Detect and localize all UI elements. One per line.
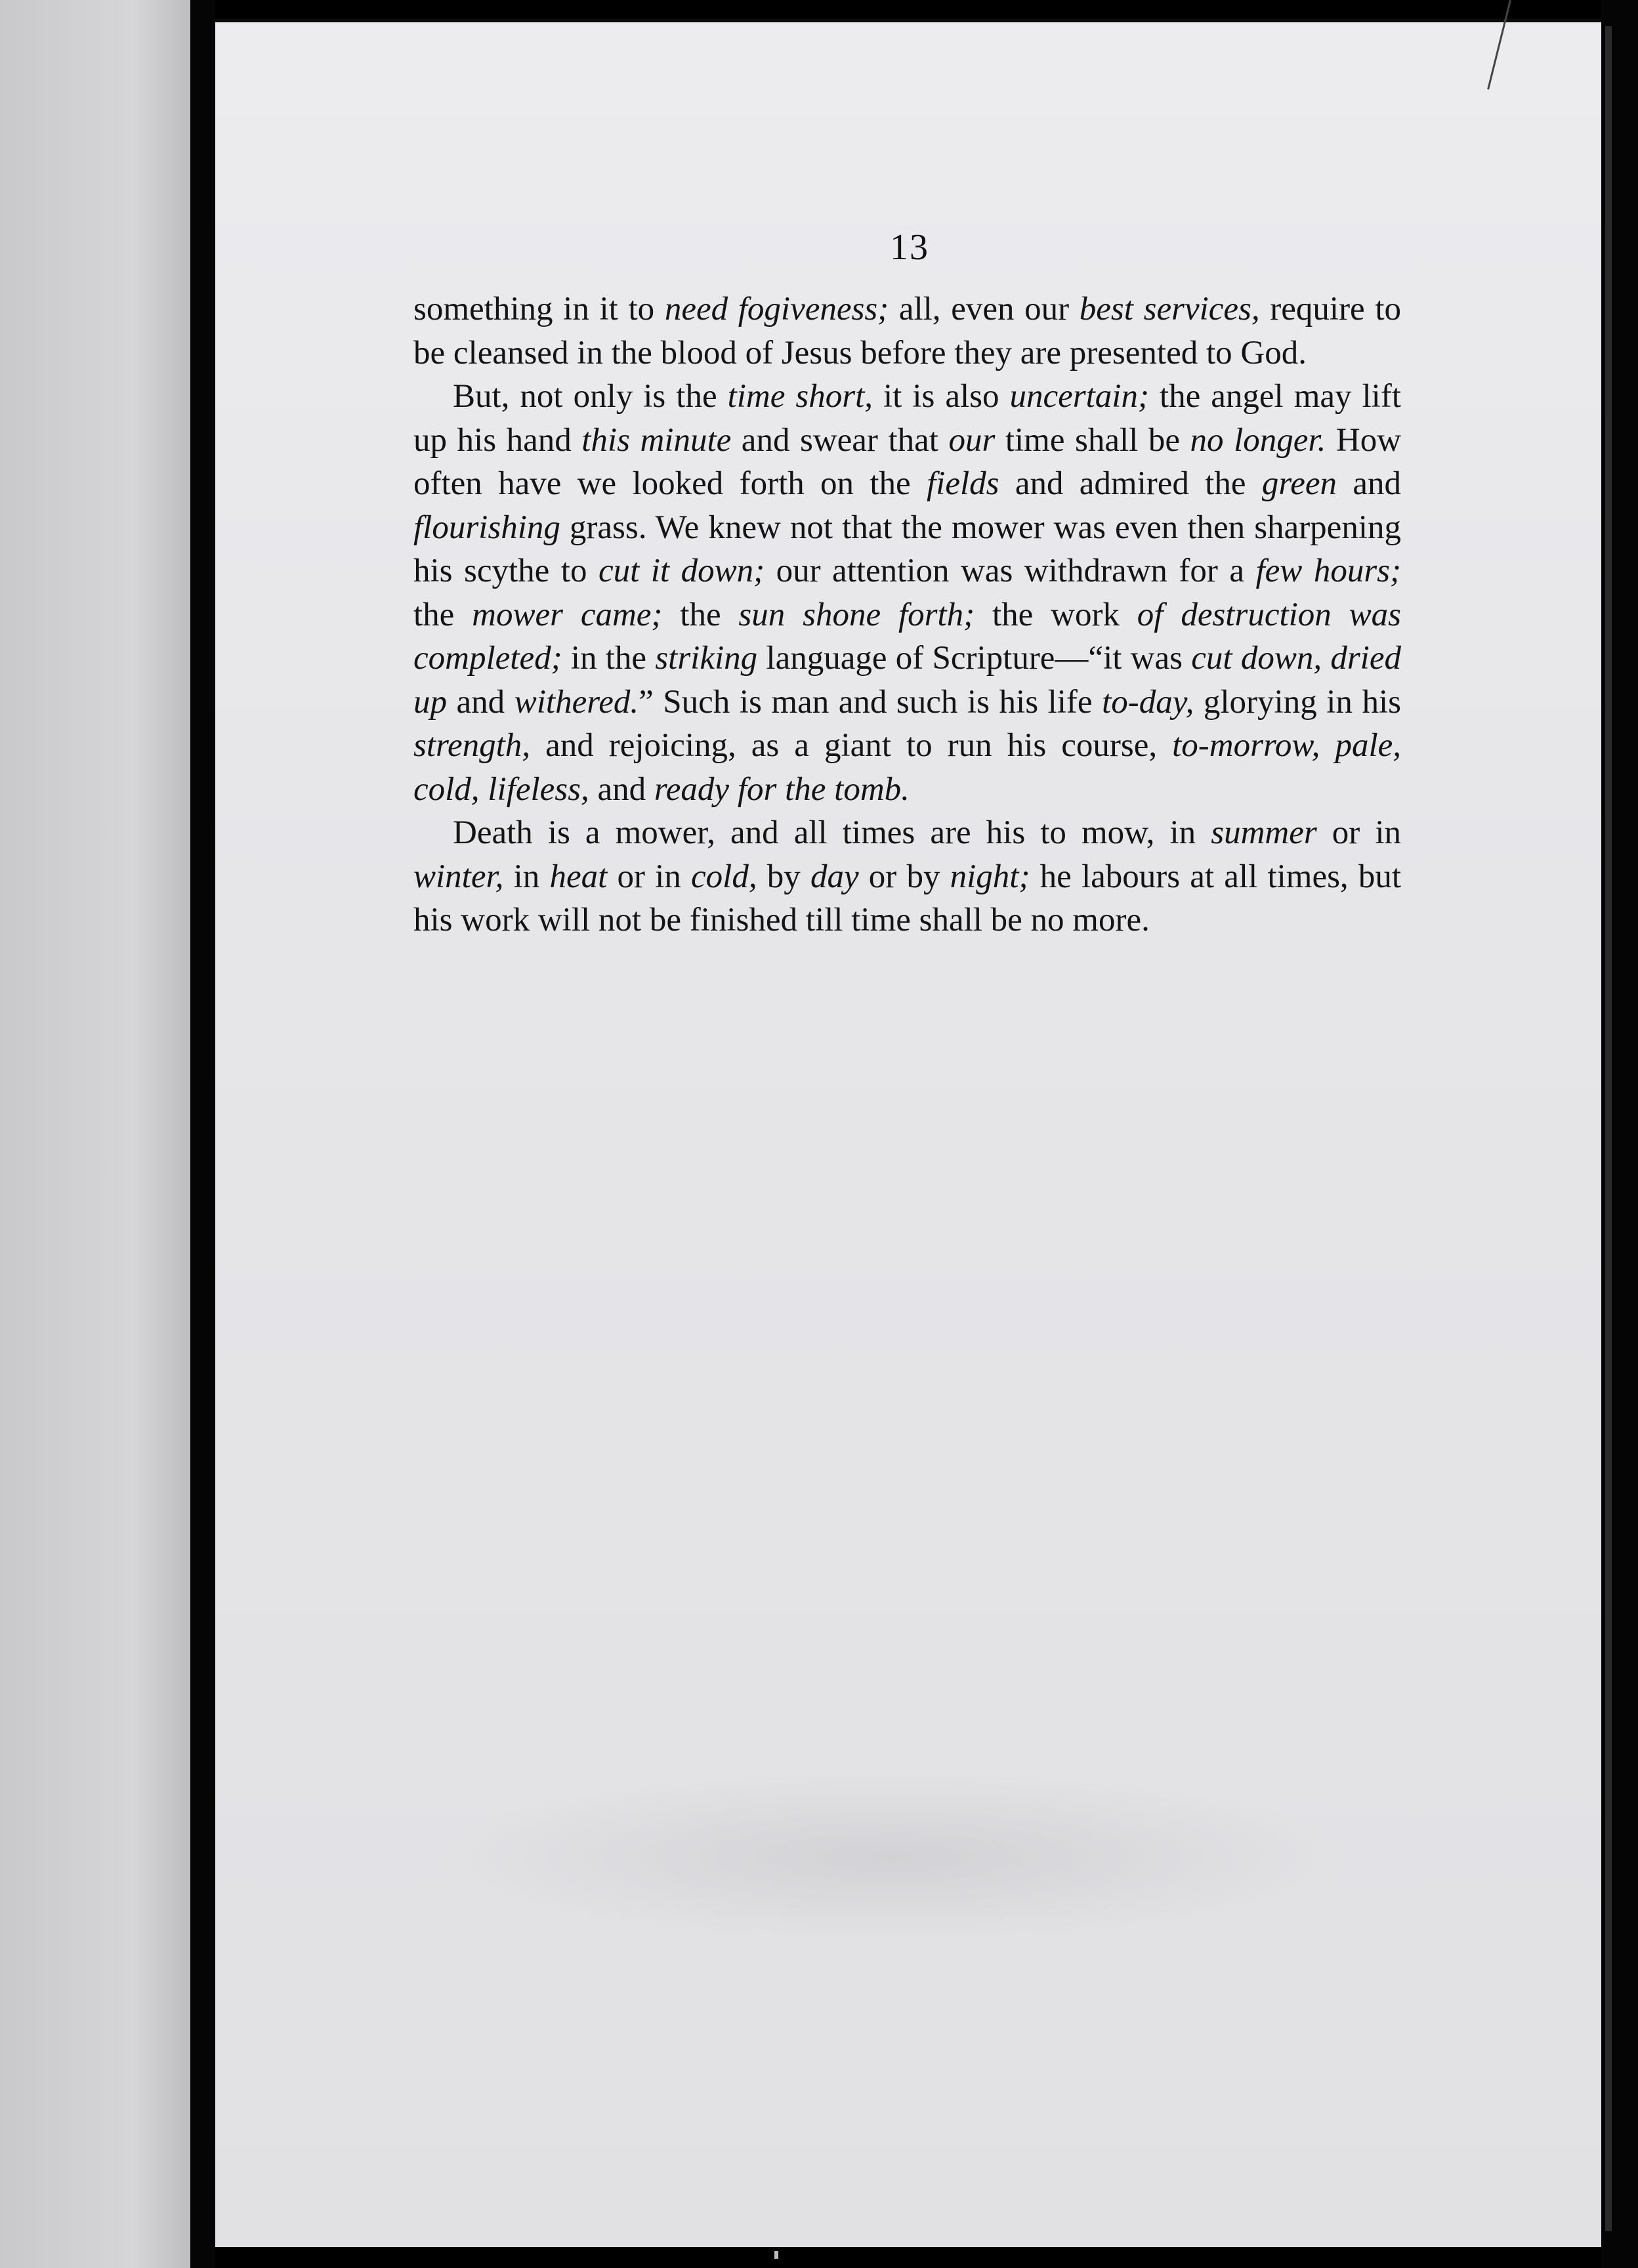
- text-run: in the: [562, 640, 656, 677]
- italic-text: few hours;: [1255, 553, 1401, 589]
- italic-text: strength,: [413, 727, 531, 764]
- text-run: and swear that: [731, 421, 949, 459]
- italic-text: fields: [927, 465, 999, 502]
- text-run: the: [413, 596, 472, 633]
- text-run: time shall be: [995, 421, 1190, 459]
- text-run: or by: [858, 858, 950, 895]
- text-run: by: [757, 858, 810, 895]
- paragraph-1: [413, 287, 1401, 375]
- scan-border-right: [1601, 0, 1638, 2268]
- text-run: he labours at all times, but his work will not be finished till time shall be no more.: [413, 858, 1402, 938]
- text-run: and: [589, 770, 654, 808]
- italic-text: heat: [549, 858, 608, 895]
- book-gutter: [190, 0, 215, 2268]
- italic-text: uncertain;: [1009, 378, 1149, 415]
- italic-text: winter,: [413, 858, 504, 895]
- text-run: all, even our: [889, 291, 1080, 327]
- italic-text: to-day,: [1102, 683, 1194, 721]
- text-run: the angel may lift up his hand: [413, 378, 1402, 459]
- italic-text: night;: [950, 858, 1030, 895]
- italic-text: our: [948, 421, 996, 459]
- italic-text: cut down, dried up: [413, 640, 1401, 721]
- paragraph-2: [413, 375, 1401, 811]
- italic-text: summer: [1211, 814, 1317, 851]
- text-run: in: [503, 858, 550, 895]
- text-run: How often have we looked forth on the: [413, 421, 1402, 502]
- text-run: the: [662, 596, 739, 633]
- text-run: it is also: [873, 378, 1010, 415]
- italic-text: mower came;: [472, 596, 663, 633]
- text-run: and: [1337, 465, 1401, 502]
- bleed-through-shadow: [433, 1772, 1352, 1942]
- page-number: 13: [890, 227, 929, 268]
- italic-text: cut it down;: [598, 553, 765, 589]
- text-run: require to be cleansed in the blood of Jesus before they are presented to God.: [413, 291, 1402, 371]
- text-run: and rejoicing, as a giant to run his course,: [530, 727, 1173, 764]
- paragraph-3: [413, 811, 1401, 942]
- italic-text: green: [1261, 465, 1337, 502]
- italic-text: of destruction was completed;: [413, 596, 1401, 677]
- text-run: glorying in his: [1194, 683, 1401, 721]
- text-run: our attention was withdrawn for a: [765, 553, 1256, 589]
- italic-text: time short,: [727, 378, 873, 415]
- text-run: the work: [975, 596, 1137, 633]
- text-run: But, not only is the: [453, 378, 728, 415]
- adjacent-page-edge: [0, 0, 190, 2268]
- italic-text: day: [810, 858, 859, 895]
- italic-text: cold,: [691, 858, 757, 895]
- body-text: [413, 287, 1401, 942]
- italic-text: withered.: [514, 683, 639, 721]
- scan-artifact: [774, 2251, 778, 2259]
- italic-text: flourishing: [413, 509, 560, 546]
- italic-text: need fogiveness;: [664, 291, 889, 327]
- italic-text: to-morrow, pale, cold, lifeless,: [413, 727, 1401, 808]
- italic-text: sun shone forth;: [738, 596, 975, 633]
- italic-text: this minute: [581, 421, 732, 459]
- text-run: Death is a mower, and all times are his to mow, in: [453, 814, 1211, 851]
- text-run: and: [447, 683, 514, 721]
- text-run: and admired the: [999, 465, 1262, 502]
- text-run: ” Such is man and such is his life: [639, 683, 1102, 721]
- text-run: language of Scripture—“it was: [757, 640, 1192, 677]
- text-run: something in it to: [413, 291, 665, 327]
- italic-text: striking: [655, 640, 758, 677]
- text-run: grass. We knew not that the mower was even then sharpening his scythe to: [413, 509, 1401, 589]
- text-run: or in: [1316, 814, 1402, 851]
- italic-text: no longer.: [1190, 421, 1326, 459]
- text-run: or in: [607, 858, 692, 895]
- italic-text: ready for the tomb.: [654, 770, 910, 808]
- italic-text: best services,: [1079, 291, 1260, 327]
